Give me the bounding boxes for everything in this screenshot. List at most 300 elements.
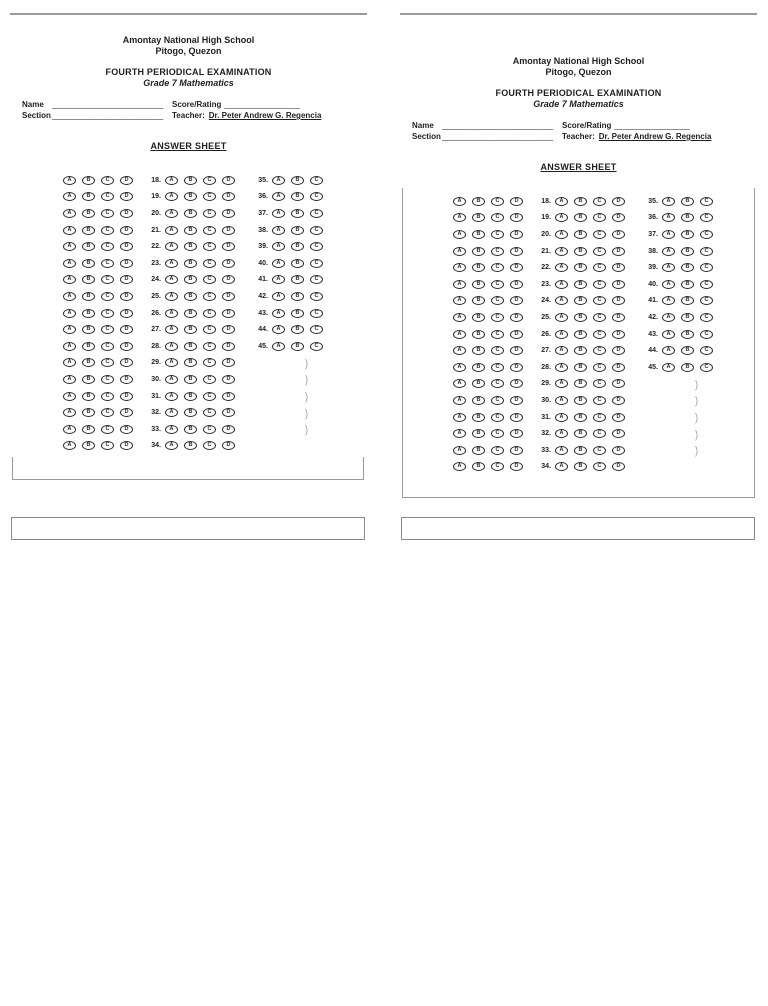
answer-bubble-a: A [555, 429, 568, 438]
answer-row [453, 359, 529, 376]
stray-paren-mark: ) [695, 410, 698, 424]
answer-row [536, 442, 631, 459]
answer-bubble-d: D [222, 209, 235, 218]
answer-bubble-c: C [593, 346, 606, 355]
grid-bottom-partial-box [12, 457, 364, 480]
answer-bubble-d: D [612, 429, 625, 438]
answer-bubble-a: A [63, 392, 76, 401]
answer-row [453, 243, 529, 260]
question-number: 36. [648, 214, 658, 222]
answer-bubble-d: D [120, 408, 133, 417]
question-number: 32. [541, 430, 551, 438]
answer-bubble-c: C [101, 209, 114, 218]
score-blank-line: _________________ [224, 100, 300, 109]
answer-bubble-c: C [101, 192, 114, 201]
answer-bubble-b: B [184, 358, 197, 367]
answer-bubble-b: B [574, 213, 587, 222]
answer-row [63, 288, 139, 305]
answer-bubble-a: A [453, 263, 466, 272]
answer-bubble-a: A [165, 176, 178, 185]
answer-bubble-b: B [82, 176, 95, 185]
answer-row [453, 309, 529, 326]
answer-bubble-b: B [184, 342, 197, 351]
answer-row [536, 243, 631, 260]
answer-bubble-c: C [203, 176, 216, 185]
teacher-label: Teacher: [172, 111, 205, 120]
answer-bubble-a: A [165, 242, 178, 251]
answer-bubble-d: D [120, 176, 133, 185]
answer-row [146, 321, 241, 338]
question-number: 41. [648, 297, 658, 305]
answer-grid-column-2 [146, 172, 241, 454]
answer-bubble-d: D [120, 275, 133, 284]
answer-bubble-b: B [291, 259, 304, 268]
answer-bubble-a: A [165, 275, 178, 284]
answer-bubble-b: B [681, 330, 694, 339]
question-number: 37. [258, 209, 268, 217]
answer-bubble-d: D [510, 413, 523, 422]
stray-row [643, 425, 719, 442]
answer-row [643, 193, 719, 210]
answer-bubble-a: A [555, 379, 568, 388]
answer-bubble-b: B [82, 408, 95, 417]
answer-row [536, 226, 631, 243]
stray-row [253, 404, 329, 421]
answer-row [453, 459, 529, 476]
answer-bubble-d: D [222, 325, 235, 334]
question-number: 44. [648, 347, 658, 355]
answer-bubble-c: C [593, 446, 606, 455]
score-rating-label: Score/Rating [172, 100, 222, 109]
answer-grid-column-1 [453, 193, 529, 475]
answer-bubble-d: D [510, 263, 523, 272]
answer-row [453, 392, 529, 409]
answer-bubble-c: C [310, 292, 323, 301]
answer-bubble-d: D [120, 242, 133, 251]
answer-bubble-b: B [681, 213, 694, 222]
answer-bubble-a: A [662, 213, 675, 222]
question-number: 24. [541, 297, 551, 305]
answer-bubble-a: A [165, 292, 178, 301]
question-number: 38. [258, 226, 268, 234]
answer-bubble-b: B [681, 346, 694, 355]
answer-row [253, 222, 329, 239]
answer-row [253, 321, 329, 338]
answer-bubble-d: D [120, 441, 133, 450]
stray-row [643, 442, 719, 459]
answer-row [536, 293, 631, 310]
answer-row [253, 238, 329, 255]
answer-row [453, 193, 529, 210]
answer-row [146, 272, 241, 289]
answer-row [536, 193, 631, 210]
answer-bubble-b: B [472, 280, 485, 289]
answer-row [63, 338, 139, 355]
answer-bubble-c: C [593, 197, 606, 206]
question-number: 33. [541, 446, 551, 454]
answer-bubble-b: B [681, 247, 694, 256]
school-address: Pitogo, Quezon [545, 67, 612, 77]
question-number: 38. [648, 247, 658, 255]
answer-row [453, 409, 529, 426]
answer-bubble-b: B [574, 379, 587, 388]
school-name: Amontay National High School [122, 35, 255, 45]
answer-bubble-c: C [310, 209, 323, 218]
answer-bubble-b: B [82, 226, 95, 235]
answer-row [63, 321, 139, 338]
answer-bubble-b: B [291, 325, 304, 334]
answer-bubble-d: D [612, 296, 625, 305]
answer-bubble-c: C [203, 309, 216, 318]
answer-bubble-d: D [120, 342, 133, 351]
answer-bubble-b: B [574, 296, 587, 305]
answer-bubble-d: D [120, 392, 133, 401]
answer-bubble-c: C [203, 259, 216, 268]
answer-bubble-c: C [101, 226, 114, 235]
answer-bubble-c: C [491, 230, 504, 239]
answer-bubble-a: A [453, 296, 466, 305]
answer-bubble-c: C [310, 309, 323, 318]
answer-bubble-a: A [165, 259, 178, 268]
answer-bubble-a: A [453, 462, 466, 471]
answer-bubble-b: B [472, 247, 485, 256]
answer-row [536, 210, 631, 227]
answer-bubble-b: B [472, 230, 485, 239]
name-field-row [412, 121, 749, 130]
answer-bubble-a: A [63, 209, 76, 218]
answer-bubble-d: D [612, 363, 625, 372]
answer-sheet-title: ANSWER SHEET [540, 162, 617, 172]
answer-row [63, 189, 139, 206]
answer-bubble-c: C [593, 379, 606, 388]
answer-bubble-d: D [612, 280, 625, 289]
answer-bubble-a: A [555, 462, 568, 471]
answer-bubble-a: A [165, 192, 178, 201]
stray-row [253, 421, 329, 438]
answer-row [453, 425, 529, 442]
answer-row [146, 238, 241, 255]
answer-row [453, 276, 529, 293]
name-label: Name [22, 100, 44, 109]
answer-bubble-a: A [662, 363, 675, 372]
answer-bubble-b: B [82, 441, 95, 450]
answer-bubble-c: C [310, 275, 323, 284]
question-number: 19. [541, 214, 551, 222]
answer-bubble-d: D [222, 309, 235, 318]
answer-row [453, 342, 529, 359]
answer-bubble-d: D [510, 230, 523, 239]
answer-bubble-c: C [310, 176, 323, 185]
answer-bubble-b: B [82, 358, 95, 367]
answer-bubble-a: A [165, 342, 178, 351]
answer-bubble-a: A [165, 441, 178, 450]
answer-bubble-a: A [555, 280, 568, 289]
stray-paren-mark: ) [305, 389, 308, 403]
answer-bubble-c: C [491, 413, 504, 422]
answer-bubble-a: A [453, 346, 466, 355]
answer-bubble-d: D [612, 247, 625, 256]
answer-bubble-b: B [472, 197, 485, 206]
question-number: 28. [151, 342, 161, 350]
answer-bubble-c: C [310, 226, 323, 235]
answer-row [146, 172, 241, 189]
section-label: Section [412, 132, 441, 141]
page-top-rule [400, 13, 757, 15]
answer-bubble-b: B [291, 176, 304, 185]
answer-row [146, 355, 241, 372]
answer-bubble-c: C [593, 230, 606, 239]
answer-row [146, 421, 241, 438]
question-number: 42. [648, 313, 658, 321]
name-field-row [22, 100, 359, 109]
answer-sheet-page-left [10, 0, 367, 620]
answer-bubble-a: A [272, 176, 285, 185]
answer-bubble-d: D [120, 358, 133, 367]
answer-bubble-d: D [612, 413, 625, 422]
answer-bubble-d: D [612, 446, 625, 455]
answer-bubble-b: B [574, 263, 587, 272]
answer-row [643, 226, 719, 243]
answer-row [536, 276, 631, 293]
answer-bubble-d: D [612, 330, 625, 339]
answer-bubble-d: D [120, 292, 133, 301]
answer-row [253, 288, 329, 305]
answer-bubble-c: C [700, 280, 713, 289]
answer-bubble-a: A [272, 242, 285, 251]
question-number: 22. [541, 264, 551, 272]
section-field-row [22, 111, 359, 120]
answer-row [146, 305, 241, 322]
answer-bubble-a: A [165, 392, 178, 401]
answer-bubble-c: C [700, 197, 713, 206]
answer-bubble-b: B [291, 275, 304, 284]
question-number: 43. [648, 330, 658, 338]
exam-title: FOURTH PERIODICAL EXAMINATION [105, 67, 272, 77]
answer-bubble-d: D [222, 226, 235, 235]
answer-bubble-a: A [63, 275, 76, 284]
answer-bubble-d: D [612, 230, 625, 239]
answer-bubble-a: A [453, 379, 466, 388]
question-number: 23. [541, 280, 551, 288]
answer-bubble-c: C [101, 342, 114, 351]
teacher-name: Dr. Peter Andrew G. Regencia [598, 132, 712, 141]
question-number: 32. [151, 409, 161, 417]
answer-bubble-a: A [662, 197, 675, 206]
answer-bubble-d: D [510, 247, 523, 256]
answer-row [63, 305, 139, 322]
answer-bubble-c: C [203, 325, 216, 334]
answer-row [453, 210, 529, 227]
answer-bubble-b: B [472, 263, 485, 272]
answer-bubble-d: D [120, 309, 133, 318]
answer-bubble-c: C [203, 441, 216, 450]
answer-bubble-a: A [272, 192, 285, 201]
answer-bubble-c: C [593, 296, 606, 305]
answer-bubble-a: A [272, 325, 285, 334]
answer-bubble-c: C [203, 392, 216, 401]
answer-bubble-b: B [574, 446, 587, 455]
question-number: 20. [541, 230, 551, 238]
answer-row [536, 326, 631, 343]
answer-row [146, 189, 241, 206]
answer-bubble-b: B [574, 462, 587, 471]
answer-bubble-d: D [222, 275, 235, 284]
answer-bubble-b: B [184, 192, 197, 201]
answer-bubble-c: C [491, 346, 504, 355]
score-rating-label: Score/Rating [562, 121, 612, 130]
answer-row [536, 392, 631, 409]
answer-bubble-b: B [184, 275, 197, 284]
answer-bubble-b: B [681, 263, 694, 272]
answer-bubble-b: B [184, 309, 197, 318]
answer-row [253, 255, 329, 272]
answer-bubble-a: A [272, 226, 285, 235]
answer-bubble-c: C [203, 425, 216, 434]
answer-bubble-a: A [555, 346, 568, 355]
stray-paren-mark: ) [305, 422, 308, 436]
answer-grid [400, 193, 757, 476]
stray-paren-mark: ) [305, 373, 308, 386]
answer-bubble-a: A [63, 226, 76, 235]
answer-grid-column-2 [536, 193, 631, 475]
answer-row [63, 371, 139, 388]
question-number: 34. [151, 442, 161, 450]
answer-bubble-b: B [574, 313, 587, 322]
answer-bubble-b: B [184, 425, 197, 434]
answer-bubble-d: D [510, 379, 523, 388]
answer-bubble-b: B [82, 275, 95, 284]
answer-bubble-a: A [555, 213, 568, 222]
answer-row [536, 359, 631, 376]
question-number: 45. [258, 342, 268, 350]
question-number: 31. [541, 413, 551, 421]
answer-bubble-c: C [101, 176, 114, 185]
answer-bubble-d: D [222, 375, 235, 384]
answer-bubble-a: A [63, 358, 76, 367]
answer-bubble-c: C [101, 292, 114, 301]
answer-bubble-d: D [120, 325, 133, 334]
answer-bubble-a: A [662, 296, 675, 305]
answer-bubble-a: A [555, 247, 568, 256]
question-number: 26. [151, 309, 161, 317]
answer-bubble-a: A [272, 209, 285, 218]
answer-row [146, 222, 241, 239]
question-number: 28. [541, 363, 551, 371]
answer-bubble-c: C [593, 213, 606, 222]
answer-bubble-b: B [82, 375, 95, 384]
answer-row [453, 376, 529, 393]
answer-grid-column-3 [643, 193, 719, 459]
answer-bubble-a: A [165, 309, 178, 318]
answer-bubble-a: A [272, 292, 285, 301]
answer-bubble-c: C [593, 413, 606, 422]
answer-bubble-d: D [612, 263, 625, 272]
answer-bubble-d: D [510, 280, 523, 289]
answer-bubble-b: B [184, 209, 197, 218]
answer-bubble-d: D [222, 408, 235, 417]
answer-bubble-b: B [472, 462, 485, 471]
answer-bubble-b: B [291, 309, 304, 318]
answer-bubble-d: D [510, 213, 523, 222]
answer-bubble-c: C [700, 296, 713, 305]
answer-bubble-c: C [203, 358, 216, 367]
answer-bubble-c: C [101, 358, 114, 367]
answer-bubble-b: B [681, 197, 694, 206]
answer-bubble-a: A [453, 247, 466, 256]
answer-bubble-d: D [222, 358, 235, 367]
answer-row [63, 255, 139, 272]
question-number: 18. [151, 176, 161, 184]
answer-bubble-d: D [120, 259, 133, 268]
answer-bubble-b: B [291, 209, 304, 218]
answer-bubble-a: A [453, 413, 466, 422]
answer-bubble-b: B [184, 259, 197, 268]
answer-bubble-c: C [593, 429, 606, 438]
answer-bubble-c: C [593, 363, 606, 372]
answer-row [63, 205, 139, 222]
answer-bubble-a: A [63, 242, 76, 251]
answer-bubble-c: C [203, 275, 216, 284]
answer-bubble-a: A [63, 425, 76, 434]
answer-bubble-d: D [612, 313, 625, 322]
answer-bubble-c: C [491, 446, 504, 455]
answer-bubble-c: C [203, 408, 216, 417]
answer-bubble-b: B [472, 296, 485, 305]
answer-bubble-a: A [453, 429, 466, 438]
stray-row [253, 371, 329, 388]
question-number: 21. [541, 247, 551, 255]
answer-bubble-c: C [203, 342, 216, 351]
answer-bubble-c: C [491, 263, 504, 272]
answer-bubble-d: D [120, 425, 133, 434]
question-number: 24. [151, 276, 161, 284]
answer-bubble-b: B [184, 375, 197, 384]
answer-bubble-c: C [101, 408, 114, 417]
answer-bubble-b: B [574, 280, 587, 289]
answer-bubble-c: C [491, 197, 504, 206]
section-field-row [412, 132, 749, 141]
answer-bubble-b: B [681, 280, 694, 289]
answer-row [63, 222, 139, 239]
answer-bubble-b: B [472, 363, 485, 372]
answer-bubble-c: C [593, 313, 606, 322]
question-number: 35. [258, 176, 268, 184]
answer-row [536, 459, 631, 476]
answer-bubble-c: C [101, 309, 114, 318]
answer-bubble-b: B [184, 408, 197, 417]
answer-bubble-d: D [510, 197, 523, 206]
answer-bubble-d: D [510, 330, 523, 339]
answer-row [643, 326, 719, 343]
answer-bubble-b: B [184, 441, 197, 450]
answer-bubble-d: D [612, 396, 625, 405]
answer-row [63, 238, 139, 255]
question-number: 19. [151, 193, 161, 201]
answer-row [643, 359, 719, 376]
answer-bubble-d: D [222, 392, 235, 401]
answer-row [643, 293, 719, 310]
answer-bubble-d: D [612, 379, 625, 388]
answer-bubble-a: A [63, 375, 76, 384]
answer-bubble-d: D [222, 342, 235, 351]
question-number: 27. [151, 326, 161, 334]
answer-bubble-c: C [491, 280, 504, 289]
answer-bubble-a: A [63, 325, 76, 334]
answer-bubble-d: D [222, 242, 235, 251]
answer-row [643, 243, 719, 260]
stray-row [643, 409, 719, 426]
answer-bubble-d: D [222, 425, 235, 434]
